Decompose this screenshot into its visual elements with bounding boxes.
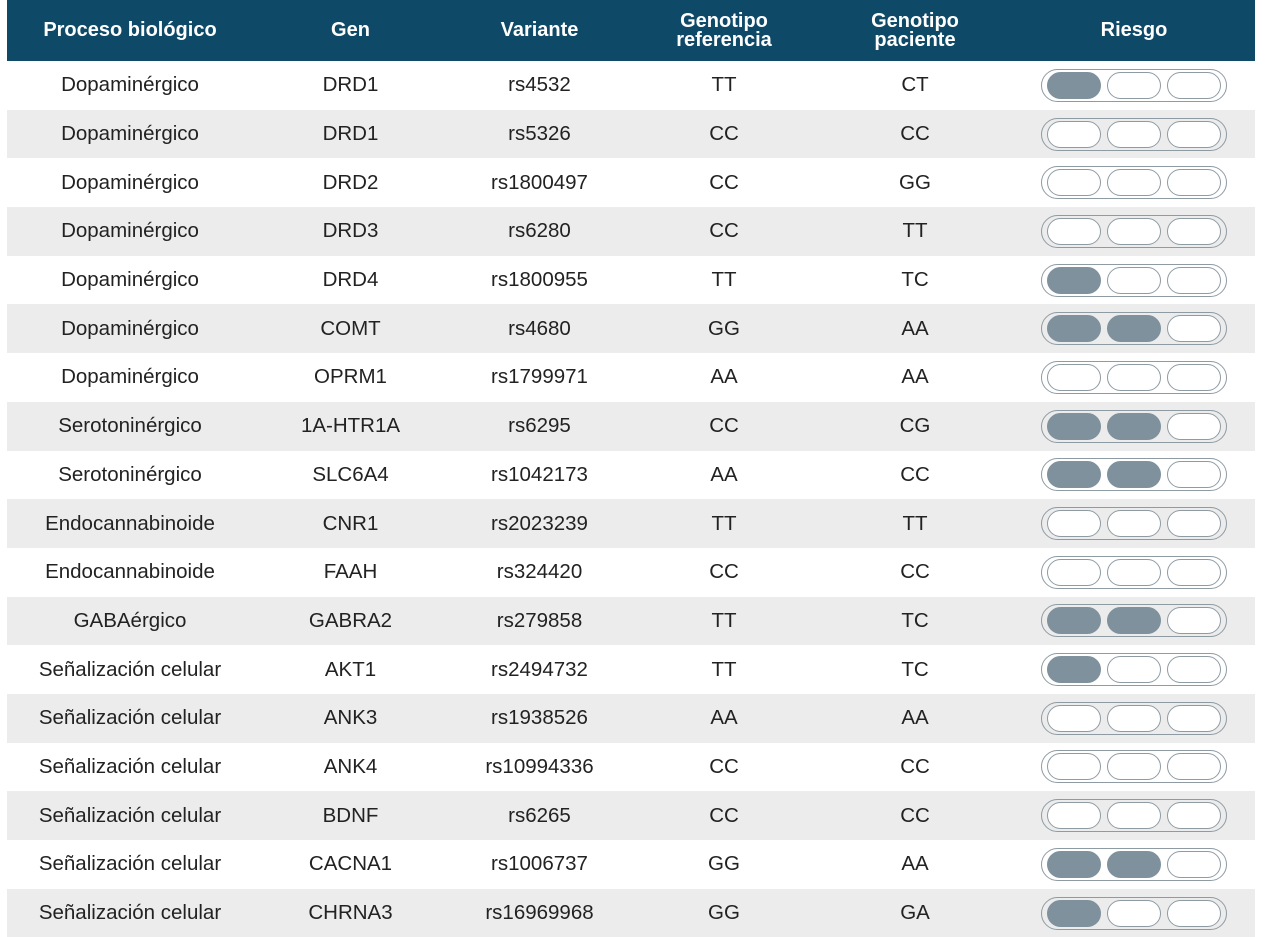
table-row bbox=[7, 743, 1255, 792]
cell-riesgo bbox=[1013, 312, 1255, 345]
cell-genotipo-referencia: TT bbox=[711, 268, 737, 292]
cell-riesgo bbox=[1013, 166, 1255, 199]
cell-gen: DRD1 bbox=[322, 122, 379, 146]
risk-meter bbox=[1041, 118, 1227, 151]
cell-genotipo-paciente: CG bbox=[899, 414, 931, 438]
header-pac-line2: paciente bbox=[874, 28, 956, 51]
cell-gen: FAAH bbox=[323, 560, 378, 584]
cell-genotipo-paciente: AA bbox=[901, 852, 929, 876]
cell-genotipo-paciente: AA bbox=[901, 365, 929, 389]
cell-genotipo-referencia: GG bbox=[708, 316, 740, 340]
risk-meter bbox=[1041, 458, 1227, 491]
cell-riesgo bbox=[1013, 507, 1255, 540]
cell-variante: rs2023239 bbox=[491, 511, 588, 535]
table-row bbox=[7, 256, 1255, 305]
cell-genotipo-referencia: TT bbox=[711, 511, 737, 535]
cell-proceso: Señalización celular bbox=[38, 657, 222, 681]
risk-meter bbox=[1041, 848, 1227, 881]
table-row bbox=[7, 158, 1255, 207]
cell-proceso: Dopaminérgico bbox=[61, 170, 199, 194]
risk-pill-filled bbox=[1047, 900, 1101, 927]
cell-riesgo bbox=[1013, 264, 1255, 297]
table-body bbox=[7, 61, 1255, 937]
cell-variante: rs1938526 bbox=[491, 706, 588, 730]
risk-pill-empty bbox=[1107, 364, 1161, 391]
risk-pill-empty bbox=[1167, 72, 1221, 99]
risk-pill-empty bbox=[1107, 559, 1161, 586]
cell-genotipo-paciente: TC bbox=[901, 657, 929, 681]
cell-genotipo-paciente: TC bbox=[901, 608, 929, 632]
cell-gen: COMT bbox=[320, 316, 381, 340]
cell-variante: rs2494732 bbox=[491, 657, 588, 681]
cell-variante: rs1799971 bbox=[491, 365, 588, 389]
cell-proceso: Dopaminérgico bbox=[61, 365, 199, 389]
risk-pill-empty bbox=[1107, 267, 1161, 294]
cell-proceso: Dopaminérgico bbox=[61, 73, 199, 97]
risk-pill-empty bbox=[1047, 510, 1101, 537]
cell-variante: rs324420 bbox=[496, 560, 583, 584]
cell-variante: rs6265 bbox=[508, 803, 571, 827]
cell-proceso: Dopaminérgico bbox=[61, 219, 199, 243]
cell-genotipo-referencia: CC bbox=[709, 560, 739, 584]
risk-pill-filled bbox=[1107, 851, 1161, 878]
risk-meter bbox=[1041, 653, 1227, 686]
cell-riesgo bbox=[1013, 799, 1255, 832]
cell-riesgo bbox=[1013, 361, 1255, 394]
cell-proceso: Endocannabinoide bbox=[45, 511, 215, 535]
risk-pill-filled bbox=[1047, 72, 1101, 99]
table-row bbox=[7, 840, 1255, 889]
cell-proceso: Serotoninérgico bbox=[58, 462, 202, 486]
cell-proceso: Serotoninérgico bbox=[58, 414, 202, 438]
cell-genotipo-paciente: CC bbox=[900, 122, 930, 146]
cell-riesgo bbox=[1013, 848, 1255, 881]
risk-pill-empty bbox=[1167, 267, 1221, 294]
risk-pill-empty bbox=[1047, 169, 1101, 196]
risk-pill-empty bbox=[1167, 218, 1221, 245]
risk-pill-empty bbox=[1107, 802, 1161, 829]
cell-variante: rs6295 bbox=[508, 414, 571, 438]
cell-genotipo-paciente: GA bbox=[900, 901, 930, 925]
cell-variante: rs1800955 bbox=[491, 268, 588, 292]
cell-variante: rs10994336 bbox=[485, 754, 594, 778]
cell-riesgo bbox=[1013, 750, 1255, 783]
cell-genotipo-paciente: CC bbox=[900, 560, 930, 584]
risk-meter bbox=[1041, 410, 1227, 443]
table-row bbox=[7, 61, 1255, 110]
cell-genotipo-paciente: CC bbox=[900, 754, 930, 778]
risk-meter bbox=[1041, 166, 1227, 199]
cell-variante: rs6280 bbox=[508, 219, 571, 243]
risk-pill-filled bbox=[1107, 461, 1161, 488]
table-row bbox=[7, 791, 1255, 840]
risk-pill-filled bbox=[1047, 315, 1101, 342]
risk-pill-empty bbox=[1167, 364, 1221, 391]
risk-pill-empty bbox=[1167, 851, 1221, 878]
header-variante: Variante bbox=[500, 19, 579, 41]
cell-gen: SLC6A4 bbox=[312, 462, 389, 486]
header-pac-line1: Genotipo bbox=[871, 9, 959, 32]
cell-variante: rs4680 bbox=[508, 316, 571, 340]
cell-gen: DRD4 bbox=[322, 268, 379, 292]
cell-proceso: Señalización celular bbox=[38, 706, 222, 730]
risk-pill-filled bbox=[1047, 607, 1101, 634]
cell-genotipo-paciente: CT bbox=[901, 73, 929, 97]
cell-proceso: Señalización celular bbox=[38, 803, 222, 827]
cell-genotipo-paciente: CC bbox=[900, 462, 930, 486]
table-row bbox=[7, 597, 1255, 646]
cell-riesgo bbox=[1013, 604, 1255, 637]
cell-genotipo-paciente: TT bbox=[902, 511, 928, 535]
risk-pill-filled bbox=[1047, 461, 1101, 488]
risk-pill-empty bbox=[1167, 802, 1221, 829]
risk-pill-filled bbox=[1107, 315, 1161, 342]
cell-gen: 1A-HTR1A bbox=[300, 414, 401, 438]
risk-pill-filled bbox=[1047, 267, 1101, 294]
table-row bbox=[7, 645, 1255, 694]
cell-genotipo-referencia: AA bbox=[710, 365, 738, 389]
table-header bbox=[7, 0, 1255, 61]
cell-genotipo-paciente: GG bbox=[899, 170, 931, 194]
cell-riesgo bbox=[1013, 458, 1255, 491]
risk-meter bbox=[1041, 604, 1227, 637]
table-row bbox=[7, 499, 1255, 548]
cell-variante: rs4532 bbox=[508, 73, 571, 97]
cell-riesgo bbox=[1013, 653, 1255, 686]
cell-genotipo-referencia: CC bbox=[709, 754, 739, 778]
risk-pill-filled bbox=[1047, 656, 1101, 683]
cell-genotipo-paciente: AA bbox=[901, 316, 929, 340]
genotype-table bbox=[7, 0, 1255, 937]
cell-genotipo-referencia: CC bbox=[709, 414, 739, 438]
cell-gen: DRD2 bbox=[322, 170, 379, 194]
cell-proceso: Dopaminérgico bbox=[61, 316, 199, 340]
header-ref-line1: Genotipo bbox=[680, 9, 768, 32]
cell-genotipo-paciente: TC bbox=[901, 268, 929, 292]
cell-variante: rs1006737 bbox=[491, 852, 588, 876]
table-row bbox=[7, 889, 1255, 937]
cell-gen: DRD1 bbox=[322, 73, 379, 97]
cell-riesgo bbox=[1013, 556, 1255, 589]
risk-meter bbox=[1041, 750, 1227, 783]
cell-genotipo-referencia: TT bbox=[711, 73, 737, 97]
cell-riesgo bbox=[1013, 897, 1255, 930]
cell-proceso: Dopaminérgico bbox=[61, 122, 199, 146]
table-row bbox=[7, 304, 1255, 353]
table-row bbox=[7, 548, 1255, 597]
risk-pill-empty bbox=[1047, 559, 1101, 586]
table-row bbox=[7, 207, 1255, 256]
cell-genotipo-referencia: GG bbox=[708, 852, 740, 876]
risk-meter bbox=[1041, 799, 1227, 832]
cell-proceso: Señalización celular bbox=[38, 901, 222, 925]
cell-riesgo bbox=[1013, 118, 1255, 151]
cell-riesgo bbox=[1013, 410, 1255, 443]
risk-pill-empty bbox=[1167, 121, 1221, 148]
risk-pill-empty bbox=[1107, 218, 1161, 245]
cell-proceso: Endocannabinoide bbox=[45, 560, 215, 584]
risk-pill-empty bbox=[1107, 705, 1161, 732]
table-row bbox=[7, 451, 1255, 500]
cell-genotipo-paciente: CC bbox=[900, 803, 930, 827]
risk-meter bbox=[1041, 897, 1227, 930]
cell-genotipo-referencia: CC bbox=[709, 803, 739, 827]
risk-meter bbox=[1041, 69, 1227, 102]
risk-pill-filled bbox=[1107, 607, 1161, 634]
cell-genotipo-referencia: AA bbox=[710, 462, 738, 486]
risk-pill-empty bbox=[1047, 121, 1101, 148]
header-riesgo: Riesgo bbox=[1100, 19, 1168, 41]
cell-gen: CNR1 bbox=[322, 511, 379, 535]
header-ref-line2: referencia bbox=[676, 28, 772, 51]
risk-pill-empty bbox=[1107, 656, 1161, 683]
cell-gen: GABRA2 bbox=[308, 608, 393, 632]
cell-gen: OPRM1 bbox=[314, 365, 387, 389]
cell-genotipo-paciente: AA bbox=[901, 706, 929, 730]
cell-genotipo-referencia: CC bbox=[709, 219, 739, 243]
risk-pill-filled bbox=[1107, 413, 1161, 440]
cell-gen: DRD3 bbox=[322, 219, 379, 243]
cell-genotipo-referencia: AA bbox=[710, 706, 738, 730]
cell-genotipo-referencia: GG bbox=[708, 901, 740, 925]
header-proceso: Proceso biológico bbox=[43, 19, 217, 41]
risk-pill-empty bbox=[1107, 72, 1161, 99]
risk-meter bbox=[1041, 312, 1227, 345]
cell-gen: CACNA1 bbox=[308, 852, 393, 876]
risk-pill-empty bbox=[1167, 559, 1221, 586]
cell-variante: rs5326 bbox=[508, 122, 571, 146]
cell-proceso: GABAérgico bbox=[73, 608, 187, 632]
risk-pill-empty bbox=[1167, 461, 1221, 488]
risk-pill-empty bbox=[1167, 656, 1221, 683]
risk-meter bbox=[1041, 264, 1227, 297]
risk-pill-empty bbox=[1107, 169, 1161, 196]
risk-pill-empty bbox=[1107, 900, 1161, 927]
header-genotipo-paciente bbox=[817, 9, 1013, 51]
cell-gen: AKT1 bbox=[324, 657, 377, 681]
cell-riesgo bbox=[1013, 215, 1255, 248]
risk-pill-empty bbox=[1107, 753, 1161, 780]
cell-proceso: Dopaminérgico bbox=[61, 268, 199, 292]
cell-variante: rs1800497 bbox=[491, 170, 588, 194]
table-row bbox=[7, 110, 1255, 159]
risk-pill-empty bbox=[1047, 753, 1101, 780]
risk-meter bbox=[1041, 507, 1227, 540]
cell-proceso: Señalización celular bbox=[38, 754, 222, 778]
cell-gen: ANK4 bbox=[323, 754, 378, 778]
cell-genotipo-referencia: TT bbox=[711, 608, 737, 632]
risk-pill-empty bbox=[1167, 753, 1221, 780]
risk-meter bbox=[1041, 215, 1227, 248]
risk-pill-empty bbox=[1167, 510, 1221, 537]
cell-genotipo-referencia: CC bbox=[709, 122, 739, 146]
cell-variante: rs16969968 bbox=[485, 901, 594, 925]
cell-variante: rs1042173 bbox=[491, 462, 588, 486]
cell-gen: CHRNA3 bbox=[308, 901, 393, 925]
cell-genotipo-referencia: CC bbox=[709, 170, 739, 194]
risk-pill-empty bbox=[1167, 169, 1221, 196]
risk-pill-empty bbox=[1047, 802, 1101, 829]
risk-pill-empty bbox=[1167, 607, 1221, 634]
risk-meter bbox=[1041, 702, 1227, 735]
risk-pill-empty bbox=[1047, 705, 1101, 732]
risk-pill-empty bbox=[1167, 315, 1221, 342]
risk-meter bbox=[1041, 361, 1227, 394]
risk-pill-empty bbox=[1167, 900, 1221, 927]
cell-gen: BDNF bbox=[322, 803, 379, 827]
cell-variante: rs279858 bbox=[496, 608, 583, 632]
header-gen: Gen bbox=[331, 19, 370, 41]
risk-meter bbox=[1041, 556, 1227, 589]
risk-pill-empty bbox=[1167, 413, 1221, 440]
risk-pill-empty bbox=[1107, 510, 1161, 537]
cell-genotipo-paciente: TT bbox=[902, 219, 928, 243]
table-row bbox=[7, 402, 1255, 451]
risk-pill-filled bbox=[1047, 851, 1101, 878]
risk-pill-filled bbox=[1047, 413, 1101, 440]
cell-riesgo bbox=[1013, 69, 1255, 102]
table-row bbox=[7, 694, 1255, 743]
table-row bbox=[7, 353, 1255, 402]
cell-riesgo bbox=[1013, 702, 1255, 735]
risk-pill-empty bbox=[1167, 705, 1221, 732]
cell-genotipo-referencia: TT bbox=[711, 657, 737, 681]
cell-gen: ANK3 bbox=[323, 706, 378, 730]
risk-pill-empty bbox=[1107, 121, 1161, 148]
risk-pill-empty bbox=[1047, 218, 1101, 245]
cell-proceso: Señalización celular bbox=[38, 852, 222, 876]
header-genotipo-referencia bbox=[631, 9, 817, 51]
risk-pill-empty bbox=[1047, 364, 1101, 391]
